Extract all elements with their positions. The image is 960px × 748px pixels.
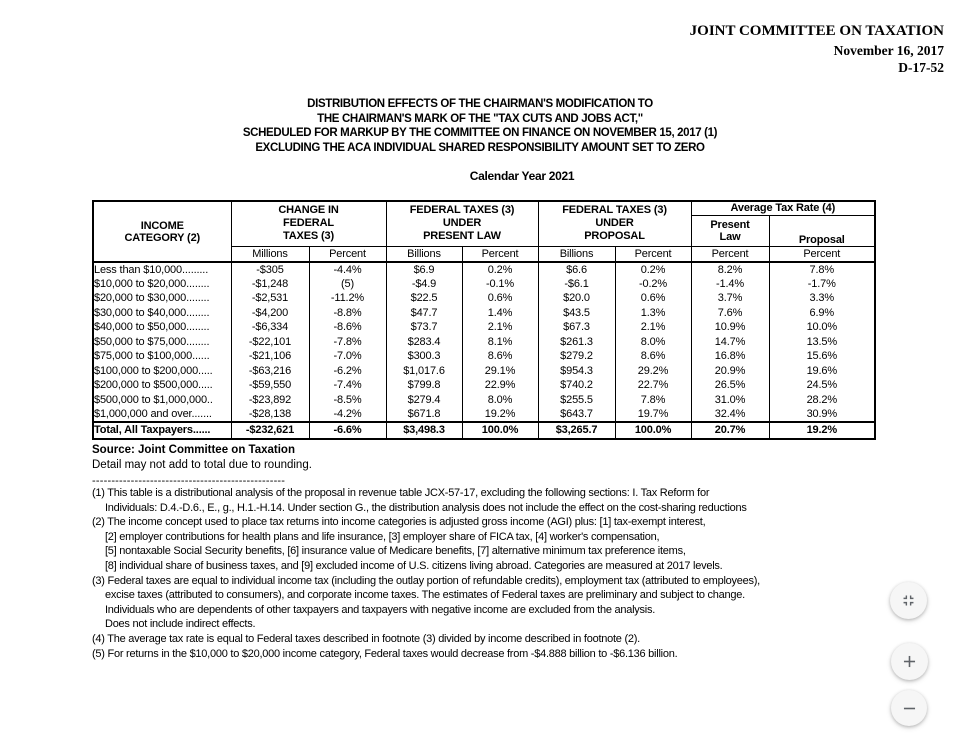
cell-value: 8.0% — [462, 393, 538, 408]
footnote-line: (4) The average tax rate is equal to Federal taxes described in footnote (3) divided by income described in footnote (2). — [92, 632, 640, 645]
cell-value: (5) — [309, 277, 386, 292]
cell-value: 15.6% — [769, 349, 875, 364]
footnote-line: (2) The income concept used to place tax returns into income categories is adjusted gross income (AGI) plus: [1] tax-exempt interest, — [92, 516, 706, 529]
cell-value: 29.2% — [615, 364, 691, 379]
cell-value: 7.6% — [691, 306, 769, 321]
source-line: Source: Joint Committee on Taxation — [92, 444, 295, 456]
subheader-present-law: Present Law — [691, 215, 769, 246]
rounding-note: Detail may not add to total due to rounding. — [92, 459, 312, 471]
cell-value: $3,498.3 — [386, 422, 462, 439]
cell-value: 19.2% — [769, 422, 875, 439]
footnote-line: [8] individual share of business taxes, and [9] excluded income of U.S. citizens living abroad. Categories are measured at 2017 levels. — [105, 559, 723, 572]
cell-value: $20.0 — [538, 291, 615, 306]
table-row — [93, 335, 875, 350]
cell-value: $47.7 — [386, 306, 462, 321]
cell-value: 19.7% — [615, 407, 691, 422]
unit-percent-5: Percent — [769, 246, 875, 262]
subheader-proposal: Proposal — [769, 215, 875, 246]
cell-value: -11.2% — [309, 291, 386, 306]
table-total-row — [93, 422, 875, 439]
dashed-separator: -------------------------------------------------- — [92, 475, 286, 487]
cell-value: -$6,334 — [231, 320, 309, 335]
footnote-line: [2] employer contributions for health plans and life insurance, [3] employer share of FICA tax, [4] worker's compensation, — [105, 530, 660, 543]
cell-value: $279.2 — [538, 349, 615, 364]
row-label: $30,000 to $40,000........ — [93, 306, 231, 321]
table-row — [93, 306, 875, 321]
zoom-in-button[interactable] — [891, 643, 928, 680]
cell-value: -0.2% — [615, 277, 691, 292]
cell-value: -1.7% — [769, 277, 875, 292]
row-label: Total, All Taxpayers...... — [93, 422, 231, 439]
cell-value: $671.8 — [386, 407, 462, 422]
row-label: $50,000 to $75,000........ — [93, 335, 231, 350]
table-row — [93, 291, 875, 306]
footnotes — [92, 486, 760, 661]
cell-value: -$6.1 — [538, 277, 615, 292]
footnote-line: Individuals who are dependents of other taxpayers and taxpayers with negative income are excluded from the analysis. — [105, 603, 656, 616]
cell-value: 100.0% — [462, 422, 538, 439]
cell-value: -$4.9 — [386, 277, 462, 292]
cell-value: -8.5% — [309, 393, 386, 408]
cell-value: 8.6% — [615, 349, 691, 364]
unit-percent-4: Percent — [691, 246, 769, 262]
footnote-line: (3) Federal taxes are equal to individual income tax (including the outlay portion of refundable credits), employment tax (attributed to employees), — [92, 574, 760, 587]
cell-value: $255.5 — [538, 393, 615, 408]
unit-billions-1: Billions — [386, 246, 462, 262]
cell-value: 0.2% — [615, 262, 691, 277]
row-label: $500,000 to $1,000,000.. — [93, 393, 231, 408]
title-line-4: EXCLUDING THE ACA INDIVIDUAL SHARED RESPONSIBILITY AMOUNT SET TO ZERO — [255, 141, 705, 154]
minus-icon — [900, 699, 919, 718]
cell-value: 0.6% — [462, 291, 538, 306]
cell-value: $954.3 — [538, 364, 615, 379]
letterhead-date: November 16, 2017 — [833, 43, 944, 58]
group-federal-taxes-present-law: FEDERAL TAXES (3) UNDER PRESENT LAW — [386, 201, 538, 246]
table-row — [93, 320, 875, 335]
table-row — [93, 407, 875, 422]
cell-value: -$21,106 — [231, 349, 309, 364]
cell-value: -6.6% — [309, 422, 386, 439]
cell-value: 22.9% — [462, 378, 538, 393]
letterhead — [690, 23, 944, 76]
footnote-line: [5] nontaxable Social Security benefits, [6] insurance value of Medicare benefits, [7] alternative minimum tax preference items, — [105, 545, 686, 558]
cell-value: 6.9% — [769, 306, 875, 321]
cell-value: 8.2% — [691, 262, 769, 277]
group-federal-taxes-proposal: FEDERAL TAXES (3) UNDER PROPOSAL — [538, 201, 691, 246]
cell-value: -8.6% — [309, 320, 386, 335]
table-row — [93, 378, 875, 393]
cell-value: 31.0% — [691, 393, 769, 408]
row-label: $75,000 to $100,000...... — [93, 349, 231, 364]
cell-value: 29.1% — [462, 364, 538, 379]
stub-line-2: CATEGORY (2) — [124, 231, 201, 244]
cell-value: $73.7 — [386, 320, 462, 335]
cell-value: -7.0% — [309, 349, 386, 364]
fullscreen-exit-icon — [900, 592, 917, 609]
cell-value: $3,265.7 — [538, 422, 615, 439]
footnote-line: excise taxes (attributed to consumers), and corporate income taxes. The estimates of Federal taxes are preliminary and subject to change. — [105, 589, 745, 602]
group-change-in-federal-taxes: CHANGE IN FEDERAL TAXES (3) — [231, 201, 386, 246]
footnote-line: Does not include indirect effects. — [105, 618, 256, 631]
stub-header — [93, 201, 231, 262]
title-line-2: THE CHAIRMAN'S MARK OF THE "TAX CUTS AND JOBS ACT," — [317, 112, 643, 125]
table-body — [93, 262, 875, 439]
cell-value: 8.6% — [462, 349, 538, 364]
cell-value: 24.5% — [769, 378, 875, 393]
cell-value: $799.8 — [386, 378, 462, 393]
cell-value: 19.6% — [769, 364, 875, 379]
row-label: $10,000 to $20,000........ — [93, 277, 231, 292]
title-line-1: DISTRIBUTION EFFECTS OF THE CHAIRMAN'S MODIFICATION TO — [307, 98, 653, 110]
cell-value: -8.8% — [309, 306, 386, 321]
cell-value: $43.5 — [538, 306, 615, 321]
cell-value: 8.1% — [462, 335, 538, 350]
cell-value: $1,017.6 — [386, 364, 462, 379]
calendar-year-subtitle: Calendar Year 2021 — [469, 169, 575, 183]
cell-value: $283.4 — [386, 335, 462, 350]
table-row — [93, 262, 875, 277]
cell-value: $279.4 — [386, 393, 462, 408]
letterhead-doc-number: D-17-52 — [898, 60, 944, 75]
cell-value: 1.3% — [615, 306, 691, 321]
cell-value: $22.5 — [386, 291, 462, 306]
row-label: $1,000,000 and over....... — [93, 407, 231, 422]
cell-value: 1.4% — [462, 306, 538, 321]
cell-value: -4.4% — [309, 262, 386, 277]
cell-value: -$4,200 — [231, 306, 309, 321]
cell-value: 30.9% — [769, 407, 875, 422]
cell-value: 26.5% — [691, 378, 769, 393]
cell-value: 8.0% — [615, 335, 691, 350]
cell-value: -$305 — [231, 262, 309, 277]
table-row — [93, 349, 875, 364]
row-label: $100,000 to $200,000..... — [93, 364, 231, 379]
group-average-tax-rate: Average Tax Rate (4) — [691, 201, 875, 215]
cell-value: -$2,531 — [231, 291, 309, 306]
cell-value: -$1,248 — [231, 277, 309, 292]
row-label: $200,000 to $500,000..... — [93, 378, 231, 393]
plus-icon — [900, 652, 919, 671]
title-line-3: SCHEDULED FOR MARKUP BY THE COMMITTEE ON FINANCE ON NOVEMBER 15, 2017 (1) — [242, 127, 718, 140]
cell-value: -$28,138 — [231, 407, 309, 422]
unit-percent-2: Percent — [462, 246, 538, 262]
cell-value: -$63,216 — [231, 364, 309, 379]
distribution-table — [92, 200, 876, 440]
cell-value: -7.4% — [309, 378, 386, 393]
cell-value: 32.4% — [691, 407, 769, 422]
table-row — [93, 277, 875, 292]
cell-value: 100.0% — [615, 422, 691, 439]
cell-value: $643.7 — [538, 407, 615, 422]
cell-value: 10.9% — [691, 320, 769, 335]
cell-value: 20.7% — [691, 422, 769, 439]
row-label: $20,000 to $30,000........ — [93, 291, 231, 306]
cell-value: -$59,550 — [231, 378, 309, 393]
cell-value: -7.8% — [309, 335, 386, 350]
cell-value: 0.6% — [615, 291, 691, 306]
cell-value: 19.2% — [462, 407, 538, 422]
cell-value: $300.3 — [386, 349, 462, 364]
fit-to-page-button[interactable] — [890, 582, 927, 619]
cell-value: 2.1% — [615, 320, 691, 335]
document-title — [0, 97, 960, 155]
cell-value: 2.1% — [462, 320, 538, 335]
zoom-out-button[interactable] — [891, 690, 927, 726]
unit-millions: Millions — [231, 246, 309, 262]
cell-value: -$23,892 — [231, 393, 309, 408]
row-label: Less than $10,000......... — [93, 262, 231, 277]
cell-value: 10.0% — [769, 320, 875, 335]
stub-line-1: INCOME — [140, 219, 184, 232]
cell-value: 13.5% — [769, 335, 875, 350]
table-row — [93, 393, 875, 408]
footnote-line: Individuals: D.4.-D.6., E., g., H.1.-H.14. Under section G., the distribution analysis does not include the effect on the cost-sharing reductions — [105, 501, 747, 514]
table-header — [93, 201, 875, 262]
cell-value: $6.6 — [538, 262, 615, 277]
cell-value: $67.3 — [538, 320, 615, 335]
cell-value: -4.2% — [309, 407, 386, 422]
cell-value: $6.9 — [386, 262, 462, 277]
cell-value: 16.8% — [691, 349, 769, 364]
unit-percent-3: Percent — [615, 246, 691, 262]
cell-value: 7.8% — [769, 262, 875, 277]
cell-value: 0.2% — [462, 262, 538, 277]
unit-billions-2: Billions — [538, 246, 615, 262]
source-block — [92, 443, 312, 487]
cell-value: -$232,621 — [231, 422, 309, 439]
cell-value: $261.3 — [538, 335, 615, 350]
unit-percent-1: Percent — [309, 246, 386, 262]
cell-value: 14.7% — [691, 335, 769, 350]
cell-value: -0.1% — [462, 277, 538, 292]
footnote-line: (1) This table is a distributional analysis of the proposal in revenue table JCX-57-17, excluding the following sections: I. Tax Reform for — [92, 487, 710, 499]
cell-value: -1.4% — [691, 277, 769, 292]
cell-value: 28.2% — [769, 393, 875, 408]
letterhead-org: JOINT COMMITTEE ON TAXATION — [689, 23, 944, 39]
cell-value: 22.7% — [615, 378, 691, 393]
footnote-line: (5) For returns in the $10,000 to $20,000 income category, Federal taxes would decrease from -$4.888 billion to -$6.136 billion. — [92, 647, 678, 660]
cell-value: -$22,101 — [231, 335, 309, 350]
cell-value: -6.2% — [309, 364, 386, 379]
cell-value: 7.8% — [615, 393, 691, 408]
table-row — [93, 364, 875, 379]
cell-value: 3.3% — [769, 291, 875, 306]
row-label: $40,000 to $50,000........ — [93, 320, 231, 335]
cell-value: $740.2 — [538, 378, 615, 393]
cell-value: 20.9% — [691, 364, 769, 379]
cell-value: 3.7% — [691, 291, 769, 306]
